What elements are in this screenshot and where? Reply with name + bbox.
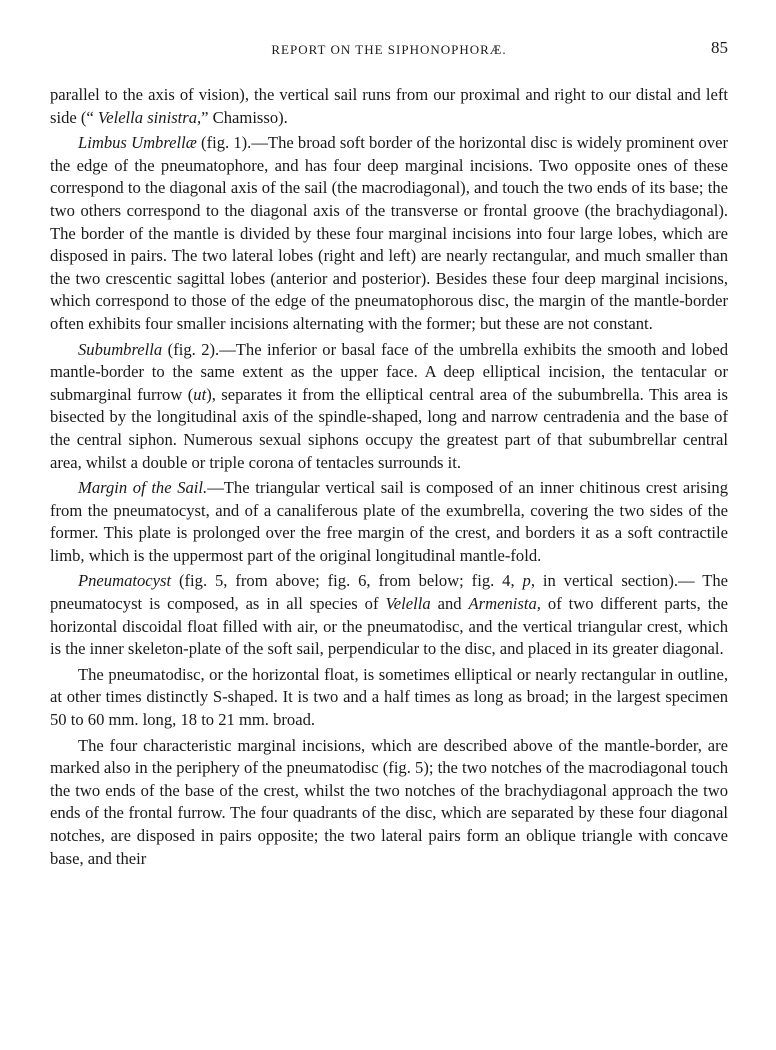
text-run: ), separates it from the elliptical central area of the subumbrella. This area is bisected by the longitudinal axis of the spindle-shaped, long and narrow centradenia and the base of the central siphon. Numerous sexual siphons occupy the greatest part of that subumbrellar central area, whilst a double or triple corona of tentacles surrounds it. bbox=[50, 384, 728, 472]
text-run: ” Chamisso). bbox=[201, 107, 288, 127]
section-heading: Pneumatocyst bbox=[78, 571, 172, 591]
text-run: and bbox=[430, 594, 469, 614]
paragraph-limbus-umbrellae bbox=[50, 132, 728, 335]
paragraph-pneumatodisc bbox=[50, 664, 728, 732]
text-run: The pneumatodisc, or the horizontal float, is sometimes elliptical or nearly rectangular in outline, at other times distinctly S-shaped. It is two and a half times as long as broad; in the largest specimen 50 to 60 mm. long, 18 to 21 mm. broad. bbox=[50, 664, 728, 730]
paragraph-marginal-incisions bbox=[50, 735, 728, 871]
section-heading: Margin of the Sail. bbox=[78, 478, 208, 498]
italic-run: p bbox=[522, 571, 531, 591]
paragraph-pneumatocyst bbox=[50, 570, 728, 660]
paragraph-subumbrella bbox=[50, 339, 728, 475]
paragraph-margin-of-sail bbox=[50, 477, 728, 567]
paragraph-continuation bbox=[50, 84, 728, 129]
text-run: parallel to the axis of vision), the vertical sail runs from our proximal and right to our distal and left side (“ bbox=[50, 85, 728, 127]
text-run: of two different parts, the horizontal discoidal float filled with air, or the pneumatodisc, and the vertical triangular crest, which is the inner skeleton-plate of the soft sail, perpendicular to the disc, and placed in its greater diagonal. bbox=[50, 594, 728, 659]
running-title: REPORT ON THE SIPHONOPHORÆ. bbox=[271, 42, 507, 57]
text-run: —The triangular vertical sail is composed of an inner chitinous crest arising from the pneumatocyst, and of a canaliferous plate of the exumbrella, covering the two sides of the former. This plate is prolonged over the free margin of the crest, and borders it as a soft contractile limb, which is the uppermost part of the original longitudinal mantle-fold. bbox=[50, 478, 728, 565]
running-header bbox=[50, 38, 728, 66]
page bbox=[50, 38, 728, 873]
text-run: , in vertical section).— The pneumatocyst is composed, as in all species of bbox=[50, 571, 728, 614]
text-run: The four characteristic marginal incisions, which are described above of the mantle-border, are marked also in the periphery of the pneumatodisc (fig. 5); the two notches of the macrodiagonal touch the two ends of the base of the crest, whilst the two notches of the brachydiagonal approach the two ends of the frontal furrow. The four quadrants of the disc, which are separated by these four diagonal notches, are disposed in pairs opposite; the two lateral pairs form an oblique triangle with concave base, and their bbox=[50, 735, 728, 868]
section-heading: Subumbrella bbox=[78, 339, 163, 359]
italic-run: Velella bbox=[385, 594, 431, 614]
italic-run: ut bbox=[193, 384, 207, 404]
italic-run: Armenista, bbox=[468, 594, 541, 614]
text-run: (fig. 1).—The broad soft border of the horizontal disc is widely prominent over the edge of the pneumatophore, and has four deep marginal incisions. Two opposite ones of these correspond to the diagonal axis of the sail (the macrodiagonal), and touch the two ends of its base; the two others correspond to the diagonal axis of the transverse or frontal groove (the brachydiagonal). The border of the mantle is divided by these four marginal incisions into four large lobes, which are disposed in pairs. The two lateral lobes (right and left) are nearly rectangular, and much smaller than the two crescentic sagittal lobes (anterior and posterior). Besides these four deep marginal incisions, which correspond to those of the edge of the pneumatophorous disc, the margin of the mantle-border often exhibits four smaller incisions alternating with the former; but these are not constant. bbox=[50, 133, 728, 333]
page-number: 85 bbox=[711, 38, 728, 57]
text-run: (fig. 2).—The inferior or basal face of the umbrella exhibits the smooth and lobed mantle-border to the same extent as the upper face. A deep elliptical incision, the tentacular or submarginal furrow ( bbox=[50, 339, 728, 404]
section-heading: Limbus Umbrellæ bbox=[78, 133, 197, 153]
body-text bbox=[50, 84, 728, 870]
text-run: (fig. 5, from above; fig. 6, from below; fig. 4, bbox=[171, 571, 523, 591]
italic-run: Velella sinistra, bbox=[97, 107, 202, 127]
